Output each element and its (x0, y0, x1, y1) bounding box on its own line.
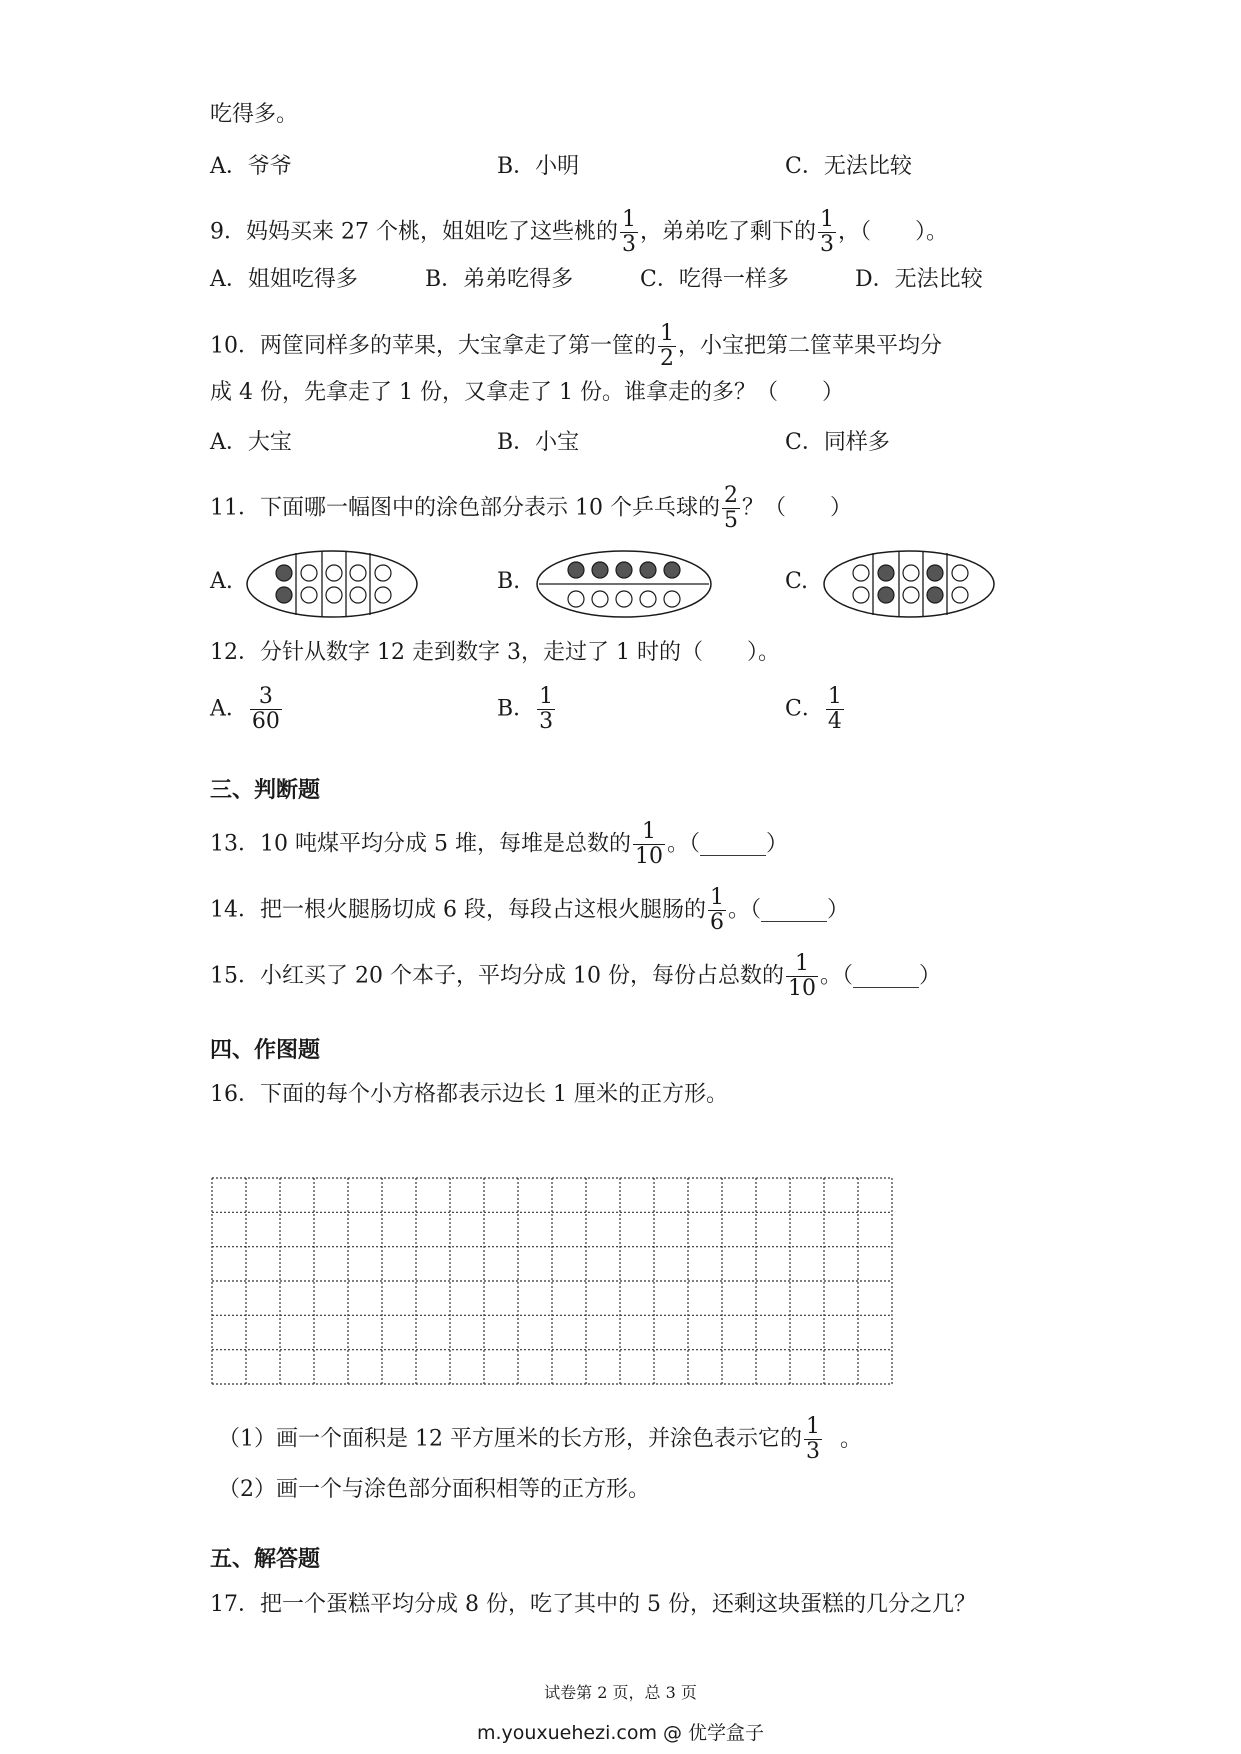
q12-option-c: C． $\frac{1}{4}$ (785, 684, 842, 734)
fraction: $\frac{1}{10}$ (787, 951, 816, 1001)
ball-shaded (927, 565, 943, 581)
ball-shaded (616, 562, 632, 578)
fraction: $\frac{2}{5}$ (723, 483, 738, 533)
ball (568, 591, 584, 607)
ball-shaded (640, 562, 656, 578)
ball-shaded (276, 565, 292, 581)
question-10: 10．两筐同样多的苹果，大宝拿走了第一筐的 $\frac{1}{2}$ ，小宝把第二筐苹果平均分 (210, 321, 943, 371)
q8-tail: 吃得多。 (210, 102, 299, 127)
question-15: 15．小红买了 20 个本子，平均分成 10 份，每份占总数的 $\frac{1}{10}$ 。（______） (210, 951, 941, 1001)
fraction: $\frac{1}{3}$ (805, 1414, 820, 1464)
q8-option-a: A．爷爷 (210, 154, 292, 179)
q10-option-b: B．小宝 (497, 430, 580, 455)
question-17: 17．把一个蛋糕平均分成 8 份，吃了其中的 5 份，还剩这块蛋糕的几分之几？ (210, 1592, 976, 1617)
section-4-heading: 四、作图题 (210, 1038, 321, 1063)
section-5-heading: 五、解答题 (210, 1547, 321, 1572)
ball-shaded (878, 565, 894, 581)
q9-option-b: B．弟弟吃得多 (425, 267, 574, 292)
q9-option-d: D．无法比较 (855, 267, 983, 292)
ball (350, 565, 366, 581)
q10-option-c: C．同样多 (785, 430, 890, 455)
ball-shaded (664, 562, 680, 578)
ball (616, 591, 632, 607)
watermark: m.youxuehezi.com @ 优学盒子 (476, 1722, 765, 1744)
ball (903, 565, 919, 581)
q12-option-b: B． $\frac{1}{3}$ (497, 684, 554, 734)
ball (592, 591, 608, 607)
fraction: $\frac{1}{6}$ (709, 885, 724, 935)
q10-option-a: A．大宝 (210, 430, 292, 455)
section-3-heading: 三、判断题 (210, 778, 321, 803)
fraction: $\frac{1}{3}$ (539, 684, 554, 734)
ball-figure-a (245, 548, 420, 620)
ball (853, 565, 869, 581)
ball (640, 591, 656, 607)
ball-shaded (927, 587, 943, 603)
q9-option-c: C．吃得一样多 (640, 267, 789, 292)
ball (326, 587, 342, 603)
ball (952, 587, 968, 603)
ball (903, 587, 919, 603)
ball (375, 587, 391, 603)
ball (375, 565, 391, 581)
fraction: $\frac{1}{3}$ (621, 207, 636, 257)
question-13: 13．10 吨煤平均分成 5 堆，每堆是总数的 $\frac{1}{10}$ 。（______） (210, 819, 788, 869)
question-16-part-2: （2）画一个与涂色部分面积相等的正方形。 (218, 1477, 650, 1502)
q8-option-b: B．小明 (497, 154, 580, 179)
ball (853, 587, 869, 603)
q12-option-a: A． $\frac{3}{60}$ (210, 684, 280, 734)
question-11: 11．下面哪一幅图中的涂色部分表示 10 个乒乓球的 $\frac{2}{5}$ ？（ ） (210, 483, 852, 533)
ball (301, 565, 317, 581)
q9-option-a: A．姐姐吃得多 (210, 267, 358, 292)
fraction: $\frac{3}{60}$ (251, 684, 280, 734)
question-9: 9．妈妈买来 27 个桃，姐姐吃了这些桃的 $\frac{1}{3}$ ，弟弟吃了剩下的 $\frac{1}{3}$ ，（ ）。 (210, 207, 949, 257)
question-14: 14．把一根火腿肠切成 6 段，每段占这根火腿肠的 $\frac{1}{6}$ 。（______） (210, 885, 849, 935)
ball-shaded (878, 587, 894, 603)
ball-shaded (276, 587, 292, 603)
ball-shaded (592, 562, 608, 578)
ball (350, 587, 366, 603)
fraction: $\frac{1}{2}$ (660, 321, 674, 371)
ball (664, 591, 680, 607)
ball (301, 587, 317, 603)
q11-option-b: B. (497, 569, 521, 594)
ball-figure-b (535, 548, 713, 620)
ball (326, 565, 342, 581)
ball-figure-c (822, 548, 997, 620)
ball-shaded (568, 562, 584, 578)
square-grid[interactable] (210, 1176, 894, 1386)
ball (952, 565, 968, 581)
question-16-part-1: （1）画一个面积是 12 平方厘米的长方形，并涂色表示它的 $\frac{1}{3}$ 。 (218, 1414, 862, 1464)
q8-option-c: C．无法比较 (785, 154, 912, 179)
question-16: 16．下面的每个小方格都表示边长 1 厘米的正方形。 (210, 1082, 728, 1107)
q11-option-a: A. (210, 569, 233, 594)
page-footer: 试卷第 2 页，总 3 页 (544, 1683, 697, 1702)
question-12: 12．分针从数字 12 走到数字 3，走过了 1 时的（ ）。 (210, 640, 780, 665)
question-10-line2: 成 4 份，先拿走了 1 份，又拿走了 1 份。谁拿走的多？（ ） (210, 380, 844, 405)
fraction: $\frac{1}{4}$ (827, 684, 842, 734)
fraction: $\frac{1}{3}$ (820, 207, 834, 257)
q11-option-c: C. (785, 569, 809, 594)
fraction: $\frac{1}{10}$ (634, 819, 663, 869)
